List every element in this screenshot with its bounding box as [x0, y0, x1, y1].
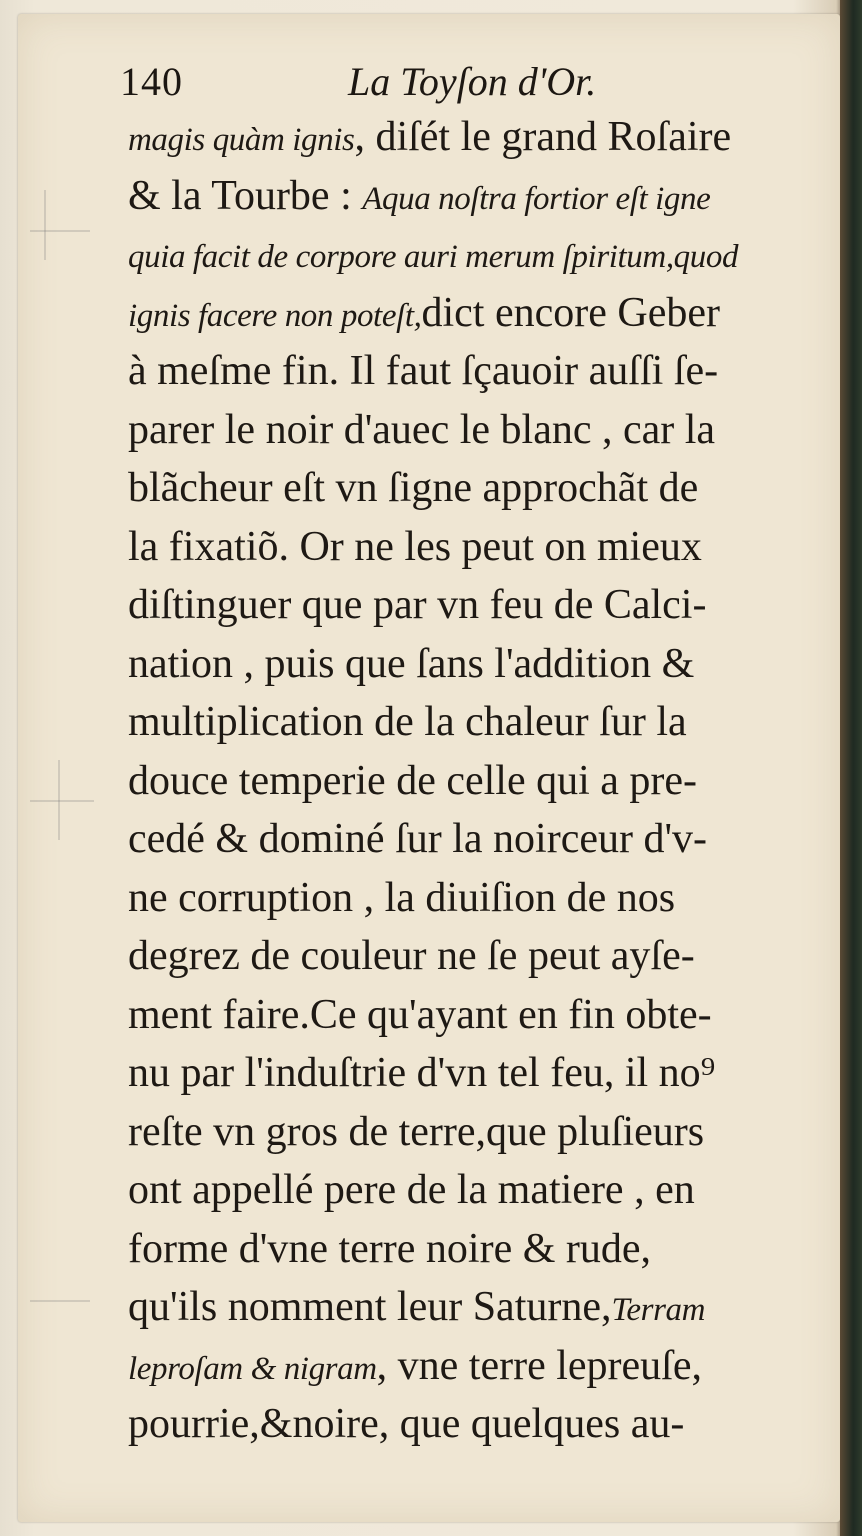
text-line [128, 869, 814, 928]
text-line [128, 986, 814, 1045]
latin-quote: ignis facere non poteſt, [128, 297, 422, 334]
line-text: douce temperie de celle qui a pre- [128, 757, 698, 804]
text-line [128, 284, 814, 343]
text-line [128, 1278, 814, 1337]
line-text: , vne terre lepreuſe, [376, 1342, 702, 1389]
book-spine [840, 0, 862, 1536]
text-line [128, 459, 814, 518]
latin-quote: quia facit de corpore auri merum ſpiritum,quod [128, 239, 739, 275]
line-text: cedé & dominé ſur la noirceur d'v- [128, 816, 708, 862]
text-line [128, 167, 814, 226]
line-text: ne corruption , la diuiſion de nos [128, 874, 676, 921]
line-text: & la Tourbe : [128, 172, 363, 219]
line-text: blãcheur eſt vn ſigne approchãt de [128, 465, 699, 511]
latin-quote: magis quàm ignis [128, 122, 355, 158]
pencil-mark [30, 1300, 90, 1302]
line-text: forme d'vne terre noire & rude, [128, 1225, 652, 1272]
text-line [128, 1220, 814, 1279]
text-line [128, 927, 814, 986]
text-line [128, 1395, 814, 1454]
text-line [128, 810, 814, 869]
text-line [128, 518, 814, 577]
latin-quote: leproſam & nigram [128, 1350, 377, 1387]
line-text: la fixatiõ. Or ne les peut on mieux [128, 523, 702, 570]
latin-quote: Aqua noſtra fortior eſt igne [362, 180, 711, 217]
line-text: dict encore Geber [421, 289, 720, 336]
body-text [128, 108, 814, 1454]
line-text: diſtinguer que par vn feu de Calci- [128, 582, 707, 628]
text-line [128, 576, 814, 635]
running-head: La Toyſon d'Or. [348, 59, 597, 104]
line-text: degrez de couleur ne ſe peut ayſe- [128, 933, 695, 979]
pencil-mark [44, 190, 46, 260]
line-text: ont appellé pere de la matiere , en [128, 1167, 695, 1213]
pencil-mark [30, 230, 90, 232]
line-text: parer le noir d'auec le blanc , car la [128, 406, 716, 453]
text-line [128, 752, 814, 811]
latin-quote: Terram [611, 1292, 706, 1328]
line-text: pourrie,&noire, que quelques au- [128, 1401, 685, 1447]
text-line [128, 108, 814, 167]
text-line [128, 225, 814, 284]
text-line [128, 342, 814, 401]
line-text: nation , puis que ſans l'addition & [128, 640, 695, 687]
text-line [128, 401, 814, 460]
line-text: nu par l'induſtrie d'vn tel feu, il no⁹ [128, 1050, 716, 1096]
page-number: 140 [120, 59, 183, 104]
line-text: ment faire.Ce qu'ayant en fin obte- [128, 991, 712, 1038]
text-line [128, 1161, 814, 1220]
line-text: multiplication de la chaleur ſur la [128, 699, 687, 745]
pencil-mark [30, 800, 94, 802]
text-line [128, 693, 814, 752]
line-text: reſte vn gros de terre,que pluſieurs [128, 1108, 705, 1155]
line-text: qu'ils nomment leur Saturne, [128, 1284, 612, 1330]
page-header [120, 58, 780, 108]
text-line [128, 635, 814, 694]
text-line [128, 1044, 814, 1103]
line-text: à meſme fin. Il faut ſçauoir auſſi ſe- [128, 348, 719, 394]
pencil-mark [58, 760, 60, 840]
text-line [128, 1337, 814, 1396]
text-line [128, 1103, 814, 1162]
line-text: , diſét le grand Roſaire [354, 114, 732, 160]
